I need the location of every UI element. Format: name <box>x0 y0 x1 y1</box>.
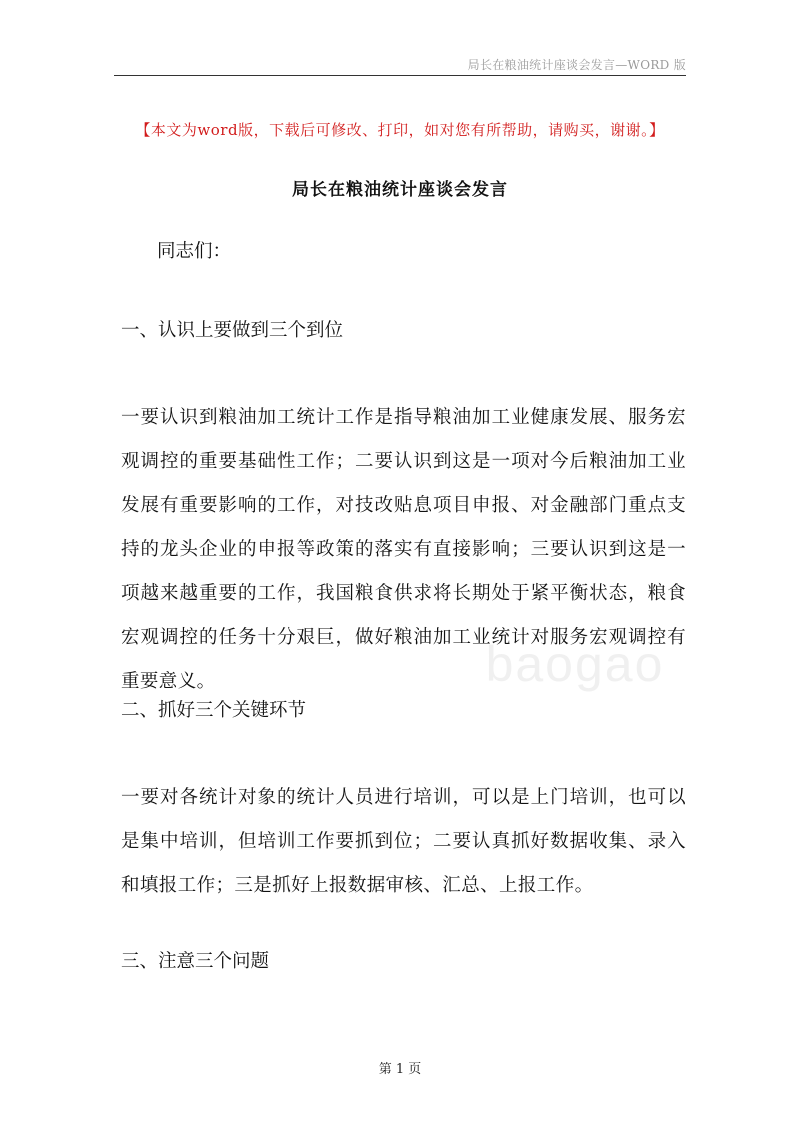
section-2-paragraph: 一要对各统计对象的统计人员进行培训，可以是上门培训，也可以是集中培训，但培训工作要抓到位；二要认真抓好数据收集、录入和填报工作；三是抓好上报数据审核、汇总、上报工作。 <box>121 787 686 896</box>
section-3-heading: 三、注意三个问题 <box>121 951 270 972</box>
section-1-paragraph: 一要认识到粮油加工统计工作是指导粮油加工业健康发展、服务宏观调控的重要基础性工作；二要认识到这是一项对今后粮油加工业发展有重要影响的工作，对技改贴息项目申报、对金融部门重点支持的龙头企业的申报等政策的落实有直接影响；三要认识到这是一项越来越重要的工作，我国粮食供求将长期处于紧平衡状态，粮食宏观调控的任务十分艰巨，做好粮油加工业统计对服务宏观调控有重要意义。 <box>121 407 686 692</box>
document-title: 局长在粮油统计座谈会发言 <box>292 180 508 200</box>
running-header: 局长在粮油统计座谈会发言—WORD 版 <box>467 58 686 72</box>
page-number: 第 1 页 <box>378 1062 422 1077</box>
greeting: 同志们： <box>157 241 232 262</box>
download-notice: 【本文为word版，下载后可修改、打印，如对您有所帮助，请购买，谢谢。】 <box>135 121 665 139</box>
section-1-heading: 一、认识上要做到三个到位 <box>121 320 344 341</box>
watermark: baogao <box>485 636 665 692</box>
section-2-heading: 二、抓好三个关键环节 <box>121 700 307 721</box>
header-divider <box>114 75 686 76</box>
